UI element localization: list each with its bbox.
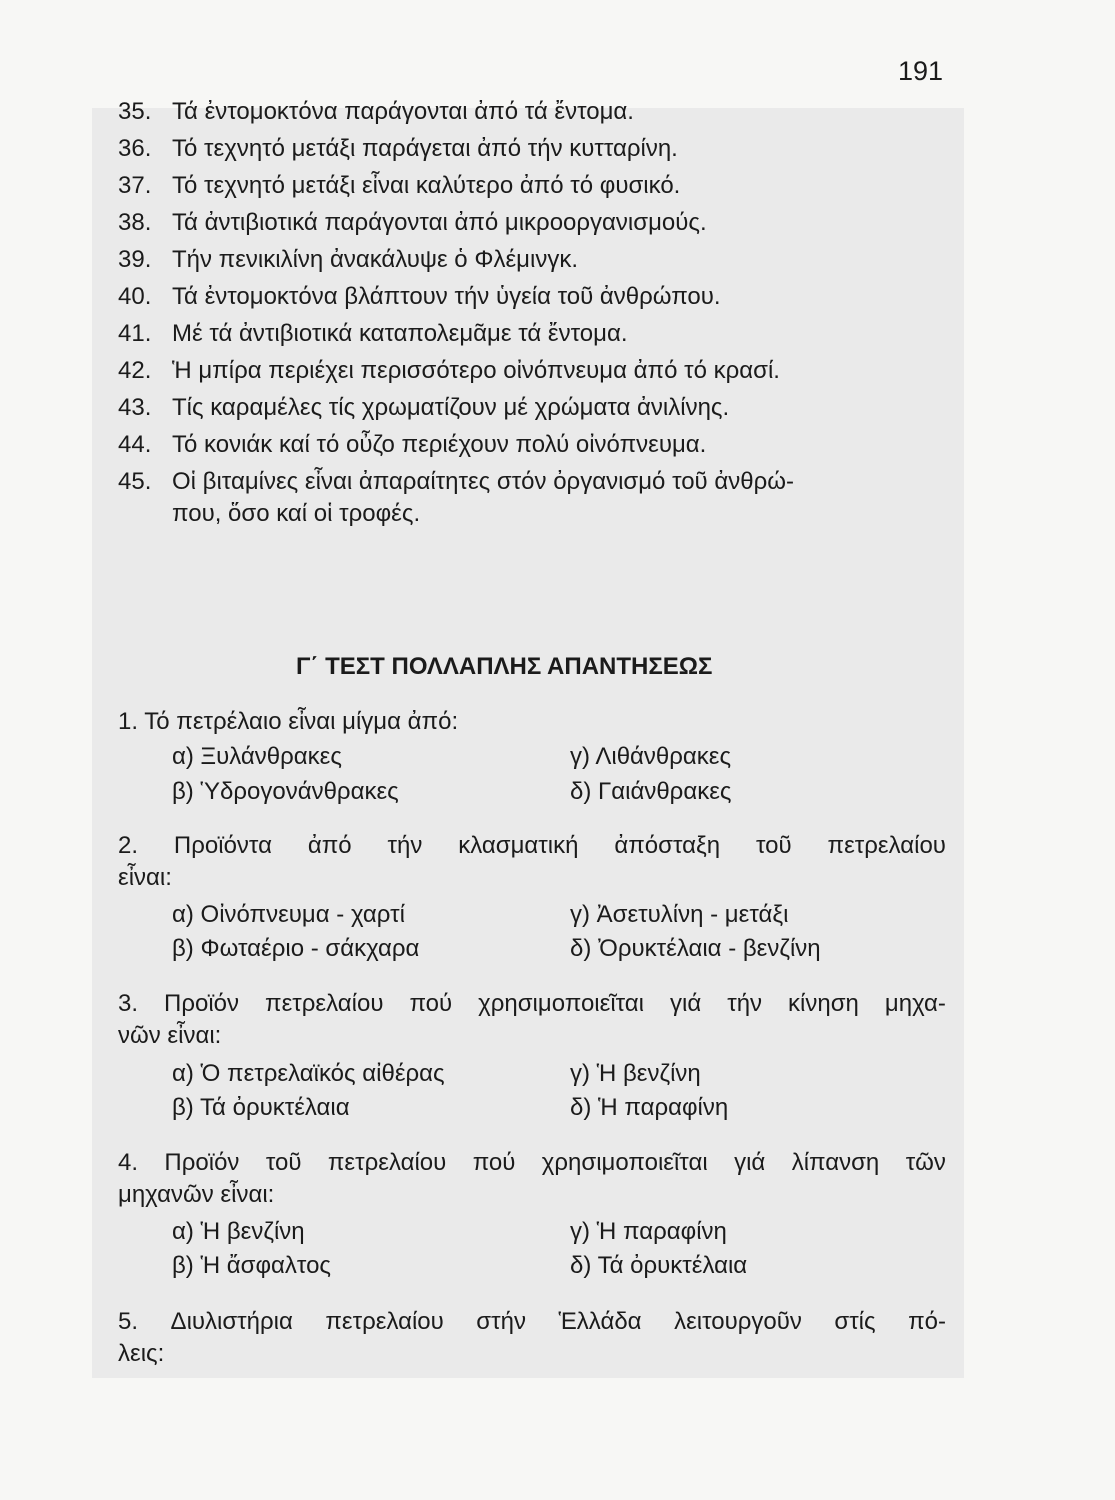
statement-number: 43. [118, 394, 152, 421]
question-1-option-c: γ) Λιθάνθρακες [570, 743, 732, 770]
word: Προϊόν [164, 990, 240, 1017]
statement-number: 39. [118, 246, 152, 273]
statement-item [118, 429, 706, 461]
statement-item [118, 133, 678, 165]
question-1: 1. Τό πετρέλαιο εἶναι μίγμα ἀπό: [118, 708, 459, 735]
word: χρησιμοποιεῖται [541, 1149, 708, 1176]
statement-number: 45. [118, 468, 152, 495]
word: λίπανση [791, 1149, 880, 1176]
section-heading: Γ΄ ΤΕΣΤ ΠΟΛΛΑΠΛΗΣ ΑΠΑΝΤΗΣΕΩΣ [296, 653, 713, 680]
question-4-line-1 [118, 1149, 946, 1177]
question-3-option-b: β) Τά ὀρυκτέλαια [172, 1094, 350, 1121]
statement-item [118, 318, 627, 350]
word: στήν [476, 1308, 526, 1335]
word: πού [409, 990, 453, 1017]
statement-item [118, 466, 794, 498]
question-3-line-2: νῶν εἶναι: [118, 1022, 222, 1049]
statement-item [118, 355, 780, 387]
question-4-option-c: γ) Ἡ παραφίνη [570, 1218, 727, 1245]
question-3-option-a: α) Ὁ πετρελαϊκός αἰθέρας [172, 1060, 445, 1087]
statement-number: 44. [118, 431, 152, 458]
statement-item [118, 96, 634, 128]
question-5-line-1 [118, 1308, 946, 1336]
statement-number: 38. [118, 209, 152, 236]
word: γιά [670, 990, 702, 1017]
question-3-option-c: γ) Ἡ βενζίνη [570, 1060, 701, 1087]
statement-text: Τήν πενικιλίνη ἀνακάλυψε ὁ Φλέμινγκ. [172, 246, 578, 273]
question-4-line-2: μηχανῶν εἶναι: [118, 1181, 275, 1208]
statement-item [118, 392, 729, 424]
statement-text: Μέ τά ἀντιβιοτικά καταπολεμᾶμε τά ἔντομα. [172, 320, 628, 347]
statement-number: 37. [118, 172, 152, 199]
word: τήν [727, 990, 763, 1017]
question-1-option-a: α) Ξυλάνθρακες [172, 743, 342, 770]
question-5-line-2: λεις: [118, 1340, 165, 1367]
question-2-line-1 [118, 832, 946, 860]
word: ἀπόσταξη [614, 832, 721, 859]
word: Ἑλλάδα [558, 1308, 642, 1335]
word: τοῦ [265, 1149, 302, 1176]
statement-item [118, 281, 721, 313]
word: πού [472, 1149, 516, 1176]
statement-text: Ἡ μπίρα περιέχει περισσότερο οἰνόπνευμα ἀπό τό κρασί. [172, 357, 780, 384]
word: πό- [908, 1308, 946, 1335]
word: πετρελαίου [325, 1308, 444, 1335]
statement-number: 40. [118, 283, 152, 310]
word: τήν [387, 832, 423, 859]
question-3-line-1 [118, 990, 946, 1018]
word: 2. [118, 832, 139, 859]
statement-item [118, 244, 578, 276]
word: πετρελαίου [327, 1149, 447, 1176]
question-4-option-b: β) Ἡ ἄσφαλτος [172, 1252, 331, 1279]
statement-number: 42. [118, 357, 152, 384]
statement-text: Τίς καραμέλες τίς χρωματίζουν μέ χρώματα ἀνιλίνης. [172, 394, 730, 421]
word: τοῦ [755, 832, 792, 859]
word: στίς [834, 1308, 876, 1335]
word: χρησιμοποιεῖται [478, 990, 644, 1017]
question-2-option-b: β) Φωταέριο - σάκχαρα [172, 935, 420, 962]
statement-text: Τό τεχνητό μετάξι εἶναι καλύτερο ἀπό τό φυσικό. [172, 172, 681, 199]
question-2-option-d: δ) Ὀρυκτέλαια - βενζίνη [570, 935, 821, 962]
statement-item [118, 170, 680, 202]
word: κίνηση [788, 990, 859, 1017]
word: πετρελαίου [265, 990, 384, 1017]
word: κλασματική [458, 832, 579, 859]
word: μηχα- [884, 990, 946, 1017]
statement-text: Τό τεχνητό μετάξι παράγεται ἀπό τήν κυτταρίνη. [172, 135, 678, 162]
statement-text: Τό κονιάκ καί τό οὖζο περιέχουν πολύ οἰνόπνευμα. [172, 431, 707, 458]
word: λειτουργοῦν [674, 1308, 802, 1335]
page-number: 191 [898, 56, 944, 86]
statement-text: Τά ἐντομοκτόνα παράγονται ἀπό τά ἔντομα. [172, 98, 634, 125]
word: Προϊόν [164, 1149, 240, 1176]
statement-number: 36. [118, 135, 152, 162]
question-1-option-d: δ) Γαιάνθρακες [570, 778, 732, 805]
word: 3. [118, 990, 139, 1017]
statement-item [118, 207, 707, 239]
statement-text: Τά ἐντομοκτόνα βλάπτουν τήν ὑγεία τοῦ ἀνθρώπου. [172, 283, 721, 310]
question-1-option-b: β) Ὑδρογονάνθρακες [172, 778, 399, 805]
statement-text: Οἱ βιταμίνες εἶναι ἀπαραίτητες στόν ὀργανισμό τοῦ ἀνθρώ- [172, 468, 794, 495]
question-2-option-a: α) Οἰνόπνευμα - χαρτί [172, 901, 405, 928]
question-4-option-a: α) Ἡ βενζίνη [172, 1218, 305, 1245]
word: 5. [118, 1308, 139, 1335]
statement-text: Τά ἀντιβιοτικά παράγονται ἀπό μικροοργανισμούς. [172, 209, 707, 236]
question-2-line-2: εἶναι: [118, 864, 172, 891]
word: Προϊόντα [173, 832, 272, 859]
word: Διυλιστήρια [170, 1308, 293, 1335]
statement-number: 41. [118, 320, 152, 347]
word: ἀπό [307, 832, 352, 859]
word: τῶν [905, 1149, 946, 1176]
word: πετρελαίου [827, 832, 946, 859]
word: γιά [734, 1149, 766, 1176]
word: 4. [118, 1149, 139, 1176]
question-3-option-d: δ) Ἡ παραφίνη [570, 1094, 729, 1121]
statement-number: 35. [118, 98, 152, 125]
statement-continuation: που, ὅσο καί οἱ τροφές. [172, 500, 421, 527]
question-4-option-d: δ) Τά ὀρυκτέλαια [570, 1252, 748, 1279]
question-2-option-c: γ) Ἀσετυλίνη - μετάξι [570, 901, 789, 928]
